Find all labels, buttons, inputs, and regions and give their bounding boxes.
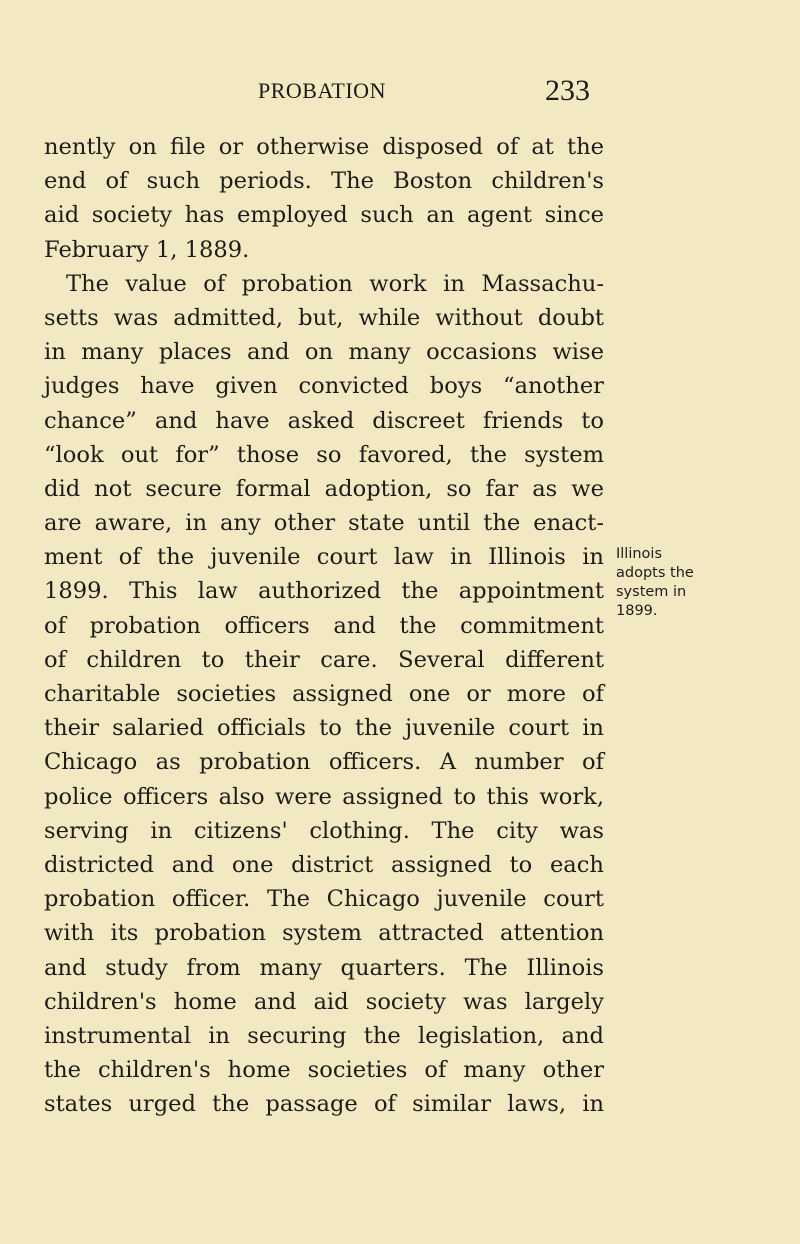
text-line: their salaried officials to the juvenile court in (44, 715, 604, 742)
text-line: in many places and on many occasions wise (44, 339, 604, 366)
text-line: probation officer. The Chicago juvenile court (44, 886, 604, 913)
text-line: nently on file or otherwise disposed of at the (44, 134, 604, 160)
text-line: serving in citizens' clothing. The city was (44, 817, 604, 844)
page-number: 233 (545, 74, 590, 107)
text-line: did not secure formal adoption, so far as we (44, 475, 604, 502)
text-line: and study from many quarters. The Illinois (44, 954, 604, 981)
text-line: chance” and have asked discreet friends to (44, 407, 604, 434)
text-line: ment of the juvenile court law in Illinois in (44, 544, 604, 571)
text-line: are aware, in any other state until the enact- (44, 510, 604, 537)
running-title: PROBATION (258, 78, 386, 103)
margin-note-line: adopts the (616, 565, 694, 581)
text-line: 1899. This law authorized the appointment (44, 578, 604, 605)
text-line: districted and one district assigned to each (44, 851, 604, 878)
margin-note-line: Illinois (616, 546, 663, 562)
text-line: of probation officers and the commitment (44, 612, 604, 639)
text-line: aid society has employed such an agent since (44, 202, 604, 229)
text-line: Chicago as probation officers. A number of (44, 749, 604, 776)
text-line: of children to their care. Several different (44, 646, 604, 673)
text-line: judges have given convicted boys “another (44, 373, 604, 400)
text-line: end of such periods. The Boston children's (44, 168, 604, 195)
margin-note-line: 1899. (616, 603, 658, 619)
text-line: “look out for” those so favored, the system (44, 441, 604, 468)
text-line: February 1, 1889. (44, 236, 250, 263)
text-line: instrumental in securing the legislation, and (44, 1022, 604, 1049)
margin-note-line: system in (616, 584, 687, 600)
text-line: setts was admitted, but, while without doubt (44, 304, 604, 331)
text-line: The value of probation work in Massachu- (66, 270, 604, 297)
text-line: charitable societies assigned one or more of (44, 681, 604, 707)
margin-note (616, 545, 696, 621)
text-line: with its probation system attracted attention (44, 920, 604, 947)
text-line: states urged the passage of similar laws, in (44, 1091, 604, 1118)
text-line: the children's home societies of many other (44, 1057, 604, 1084)
text-line: police officers also were assigned to this work, (44, 783, 604, 810)
body-text (44, 130, 604, 1121)
text-line: children's home and aid society was largely (44, 988, 604, 1015)
